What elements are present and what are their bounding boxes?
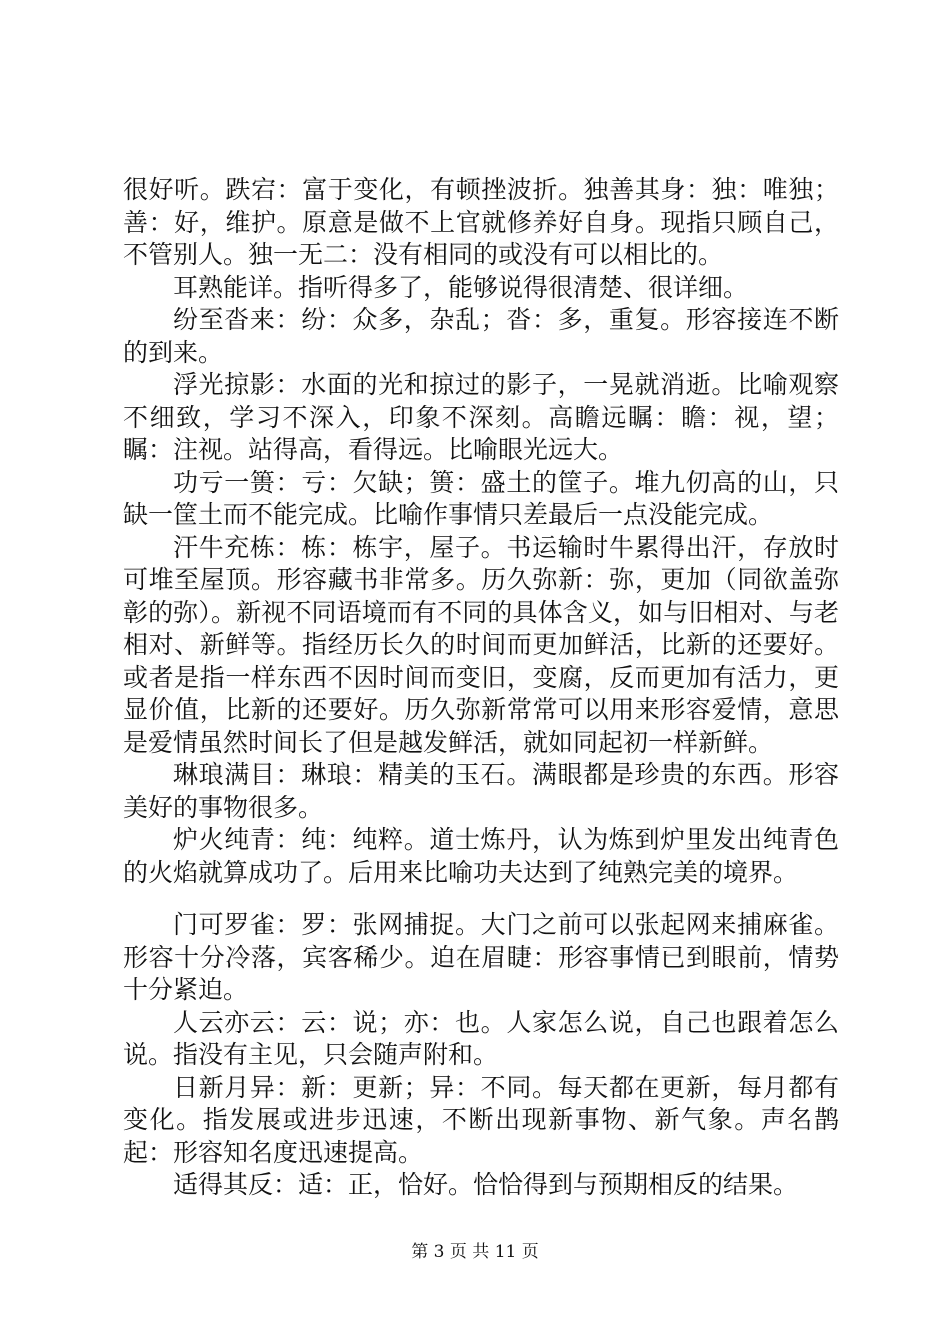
paragraph-gap	[123, 889, 839, 909]
paragraph-er-shu-neng-xiang: 耳熟能详。指听得多了，能够说得很清楚、很详细。	[173, 272, 749, 302]
paragraph-shi-de-qi-fan: 适得其反：适：正，恰好。恰恰得到与预期相反的结果。	[173, 1170, 799, 1199]
paragraph-lin-lang-man-mu: 琳琅满目：琳琅：精美的玉石。满眼都是珍贵的东西。形容美好的事物很多。	[123, 760, 839, 822]
paragraph-fu-guang-lue-ying: 浮光掠影：水面的光和掠过的影子，一晃就消逝。比喻观察不细致，学习不深入，印象不深刻。高瞻远瞩：瞻：视，望；瞩：注视。站得高，看得远。比喻眼光远大。	[123, 370, 839, 464]
paragraph-ri-xin-yue-yi: 日新月异：新：更新；异：不同。每天都在更新，每月都有变化。指发展或进步迅速，不断出现新事物、新气象。声名鹊起：形容知名度迅速提高。	[123, 1072, 839, 1167]
paragraph-men-ke-luo-que: 门可罗雀：罗：张网捕捉。大门之前可以张起网来捕麻雀。形容十分冷落，宾客稀少。迫在眉睫：形容事情已到眼前，情势十分紧迫。	[123, 910, 839, 1004]
paragraph-han-niu-chong-dong: 汗牛充栋：栋：栋宇，屋子。书运输时牛累得出汗，存放时可堆至屋顶。形容藏书非常多。历久弥新：弥，更加（同欲盖弥彰的弥）。新视不同语境而有不同的具体含义，如与旧相对、与老相对、新鲜等。指经历长久的时间而更加鲜活，比新的还要好。或者是指一样东西不因时间而变旧，变腐，反而更加有活力，更显价值，比新的还要好。历久弥新常常可以用来形容爱情，意思是爱情虽然时间长了但是越发鲜活，就如同起初一样新鲜。	[123, 532, 839, 757]
page-number-footer: 第 3 页 共 11 页	[411, 1242, 539, 1262]
paragraph-continued: 很好听。跌宕：富于变化，有顿挫波折。独善其身：独：唯独；善：好，维护。原意是做不上官就修养好自身。现指只顾自己，不管别人。独一无二：没有相同的或没有可以相比的。	[123, 175, 839, 269]
paragraph-fen-zhi-ta-lai: 纷至沓来：纷：众多，杂乱；沓：多，重复。形容接连不断的到来。	[123, 305, 839, 367]
paragraph-ren-yun-yi-yun: 人云亦云：云：说；亦：也。人家怎么说，自己也跟着怎么说。指没有主见，只会随声附和。	[123, 1007, 839, 1069]
document-body	[123, 174, 839, 1202]
paragraph-lu-huo-chun-qing: 炉火纯青：纯：纯粹。道士炼丹，认为炼到炉里发出纯青色的火焰就算成功了。后用来比喻功夫达到了纯熟完美的境界。	[123, 825, 839, 887]
paragraph-gong-kui-yi-kui: 功亏一篑：亏：欠缺；篑：盛土的筐子。堆九仞高的山，只缺一筐土而不能完成。比喻作事情只差最后一点没能完成。	[123, 467, 839, 529]
